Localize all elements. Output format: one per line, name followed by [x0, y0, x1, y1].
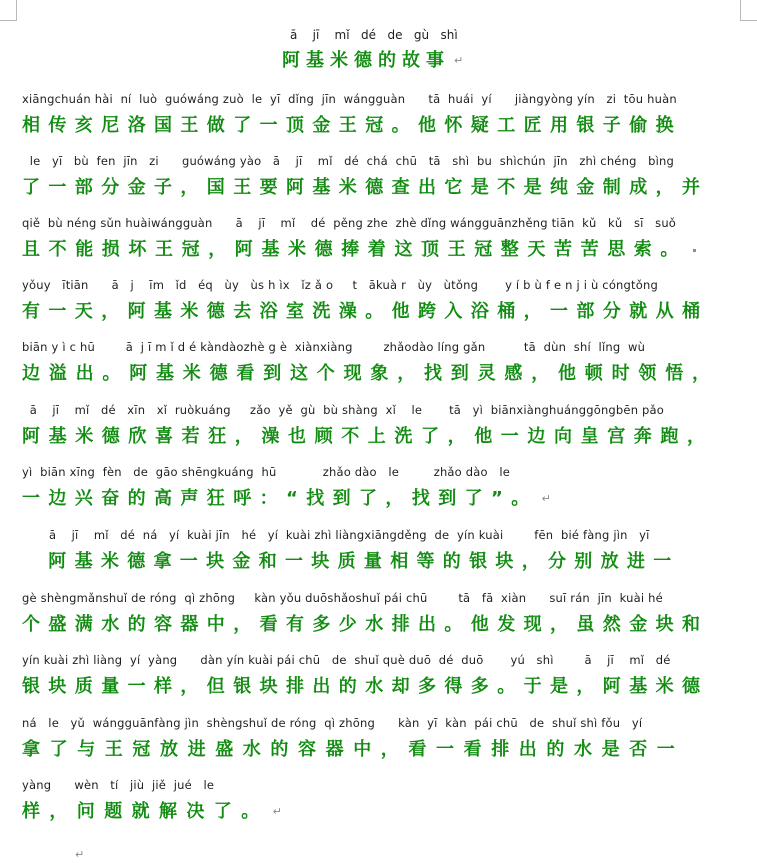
- text-line-content: 一边兴奋的高声狂呼：“找到了，找到了”。: [22, 488, 538, 509]
- title-text: 阿基米德的故事: [282, 50, 450, 71]
- pinyin-line: yǒuy ītiān ā j īm ǐd éq ùy ùs h ìx ǐz ǎ o t ākuà r ùy ùtǒng y í b ù f e n j i ù cóngtǒng: [22, 278, 658, 292]
- text-line: [22, 801, 740, 823]
- text-line: 相传亥尼洛国王做了一顶金王冠。他怀疑工匠用银子偷换: [22, 115, 682, 136]
- pinyin-line: yín kuài zhì liàng yí yàng dàn yín kuài pái chū de shuǐ què duō dé duō yú shì ā jī mǐ dé: [22, 653, 671, 667]
- text-line: 阿基米德拿一块金和一块质量相等的银块，分别放进一: [22, 551, 680, 572]
- paragraph-mark-icon: ↵: [541, 492, 560, 505]
- pinyin-line: ā jī mǐ dé xīn xǐ ruòkuáng zǎo yě gù bù shàng xǐ le tā yì biānxiànghuánggōngbēn pǎo: [22, 403, 665, 417]
- text-line: 阿基米德欣喜若狂，澡也顾不上洗了，他一边向皇宫奔跑，: [22, 426, 714, 447]
- text-line: 了一部分金子，国王要阿基米德查出它是不是纯金制成，并: [22, 177, 709, 198]
- page-corner-mark-right: [740, 0, 757, 21]
- pinyin-line: yàng wèn tí jiù jiě jué le: [22, 778, 215, 792]
- document-title: [282, 50, 469, 72]
- text-line: 个盛满水的容器中，看有多少水排出。他发现，虽然金块和: [22, 614, 709, 635]
- pinyin-line: ná le yǔ wángguānfàng jìn shèngshuǐ de róng qì zhōng kàn yī kàn pái chū de shuǐ shì fǒu yí: [22, 716, 643, 730]
- pinyin-line: le yī bù fen jīn zi guówáng yào ā jī mǐ dé chá chū tā shì bu shìchún jīn zhì chéng bìng: [22, 154, 675, 168]
- pinyin-line: gè shèngmǎnshuǐ de róng qì zhōng kàn yǒu duōshǎoshuǐ pái chū tā fā xiàn suī rán jīn kuài hé: [22, 591, 663, 605]
- text-line-content: 样，问题就解决了。: [22, 801, 269, 822]
- text-line: 边溢出。阿基米德看到这个现象，找到灵感，他顿时领悟，: [22, 363, 719, 384]
- pinyin-line: qiě bù néng sǔn huàiwángguàn ā jī mǐ dé pěng zhe zhè dǐng wángguānzhěng tiān kǔ kǔ sī suǒ: [22, 216, 677, 230]
- text-line: 拿了与王冠放进盛水的容器中，看一看排出的水是否一: [22, 739, 685, 760]
- text-line: 有一天，阿基米德去浴室洗澡。他跨入浴桶，一部分就从桶: [22, 301, 709, 322]
- pinyin-line: biān y ì c hū ā j ī m ǐ d é kàndàozhè g è xiànxiàng zhǎodào líng gǎn tā dùn shí lǐng wù: [22, 340, 646, 354]
- text-line-content: 且不能损坏王冠，阿基米德捧着这顶王冠整天苦苦思索。: [22, 239, 687, 260]
- page-corner-mark-left: [0, 0, 17, 21]
- text-line: 银块质量一样，但银块排出的水却多得多。于是，阿基米德: [22, 676, 709, 697]
- pinyin-line: xiāngchuán hài ní luò guówáng zuò le yī dǐng jīn wángguàn tā huái yí jiàngyòng yín zi tōu huàn: [22, 92, 677, 106]
- text-line: [22, 239, 740, 261]
- paragraph-mark-icon: ↵: [75, 848, 85, 861]
- text-line: [22, 488, 740, 510]
- pinyin-line: yì biān xīng fèn de gāo shēngkuáng hū zhǎo dào le zhǎo dào le: [22, 465, 510, 479]
- paragraph-mark-icon: ↵: [272, 805, 292, 818]
- title-pinyin: ā jī mǐ dé de gù shì: [290, 28, 458, 42]
- formatting-mark-icon: [693, 249, 696, 252]
- paragraph-mark-icon: ↵: [454, 54, 470, 67]
- pinyin-line: ā jī mǐ dé ná yí kuài jīn hé yí kuài zhì liàngxiāngděng de yín kuài fēn bié fàng jìn yī: [22, 528, 650, 542]
